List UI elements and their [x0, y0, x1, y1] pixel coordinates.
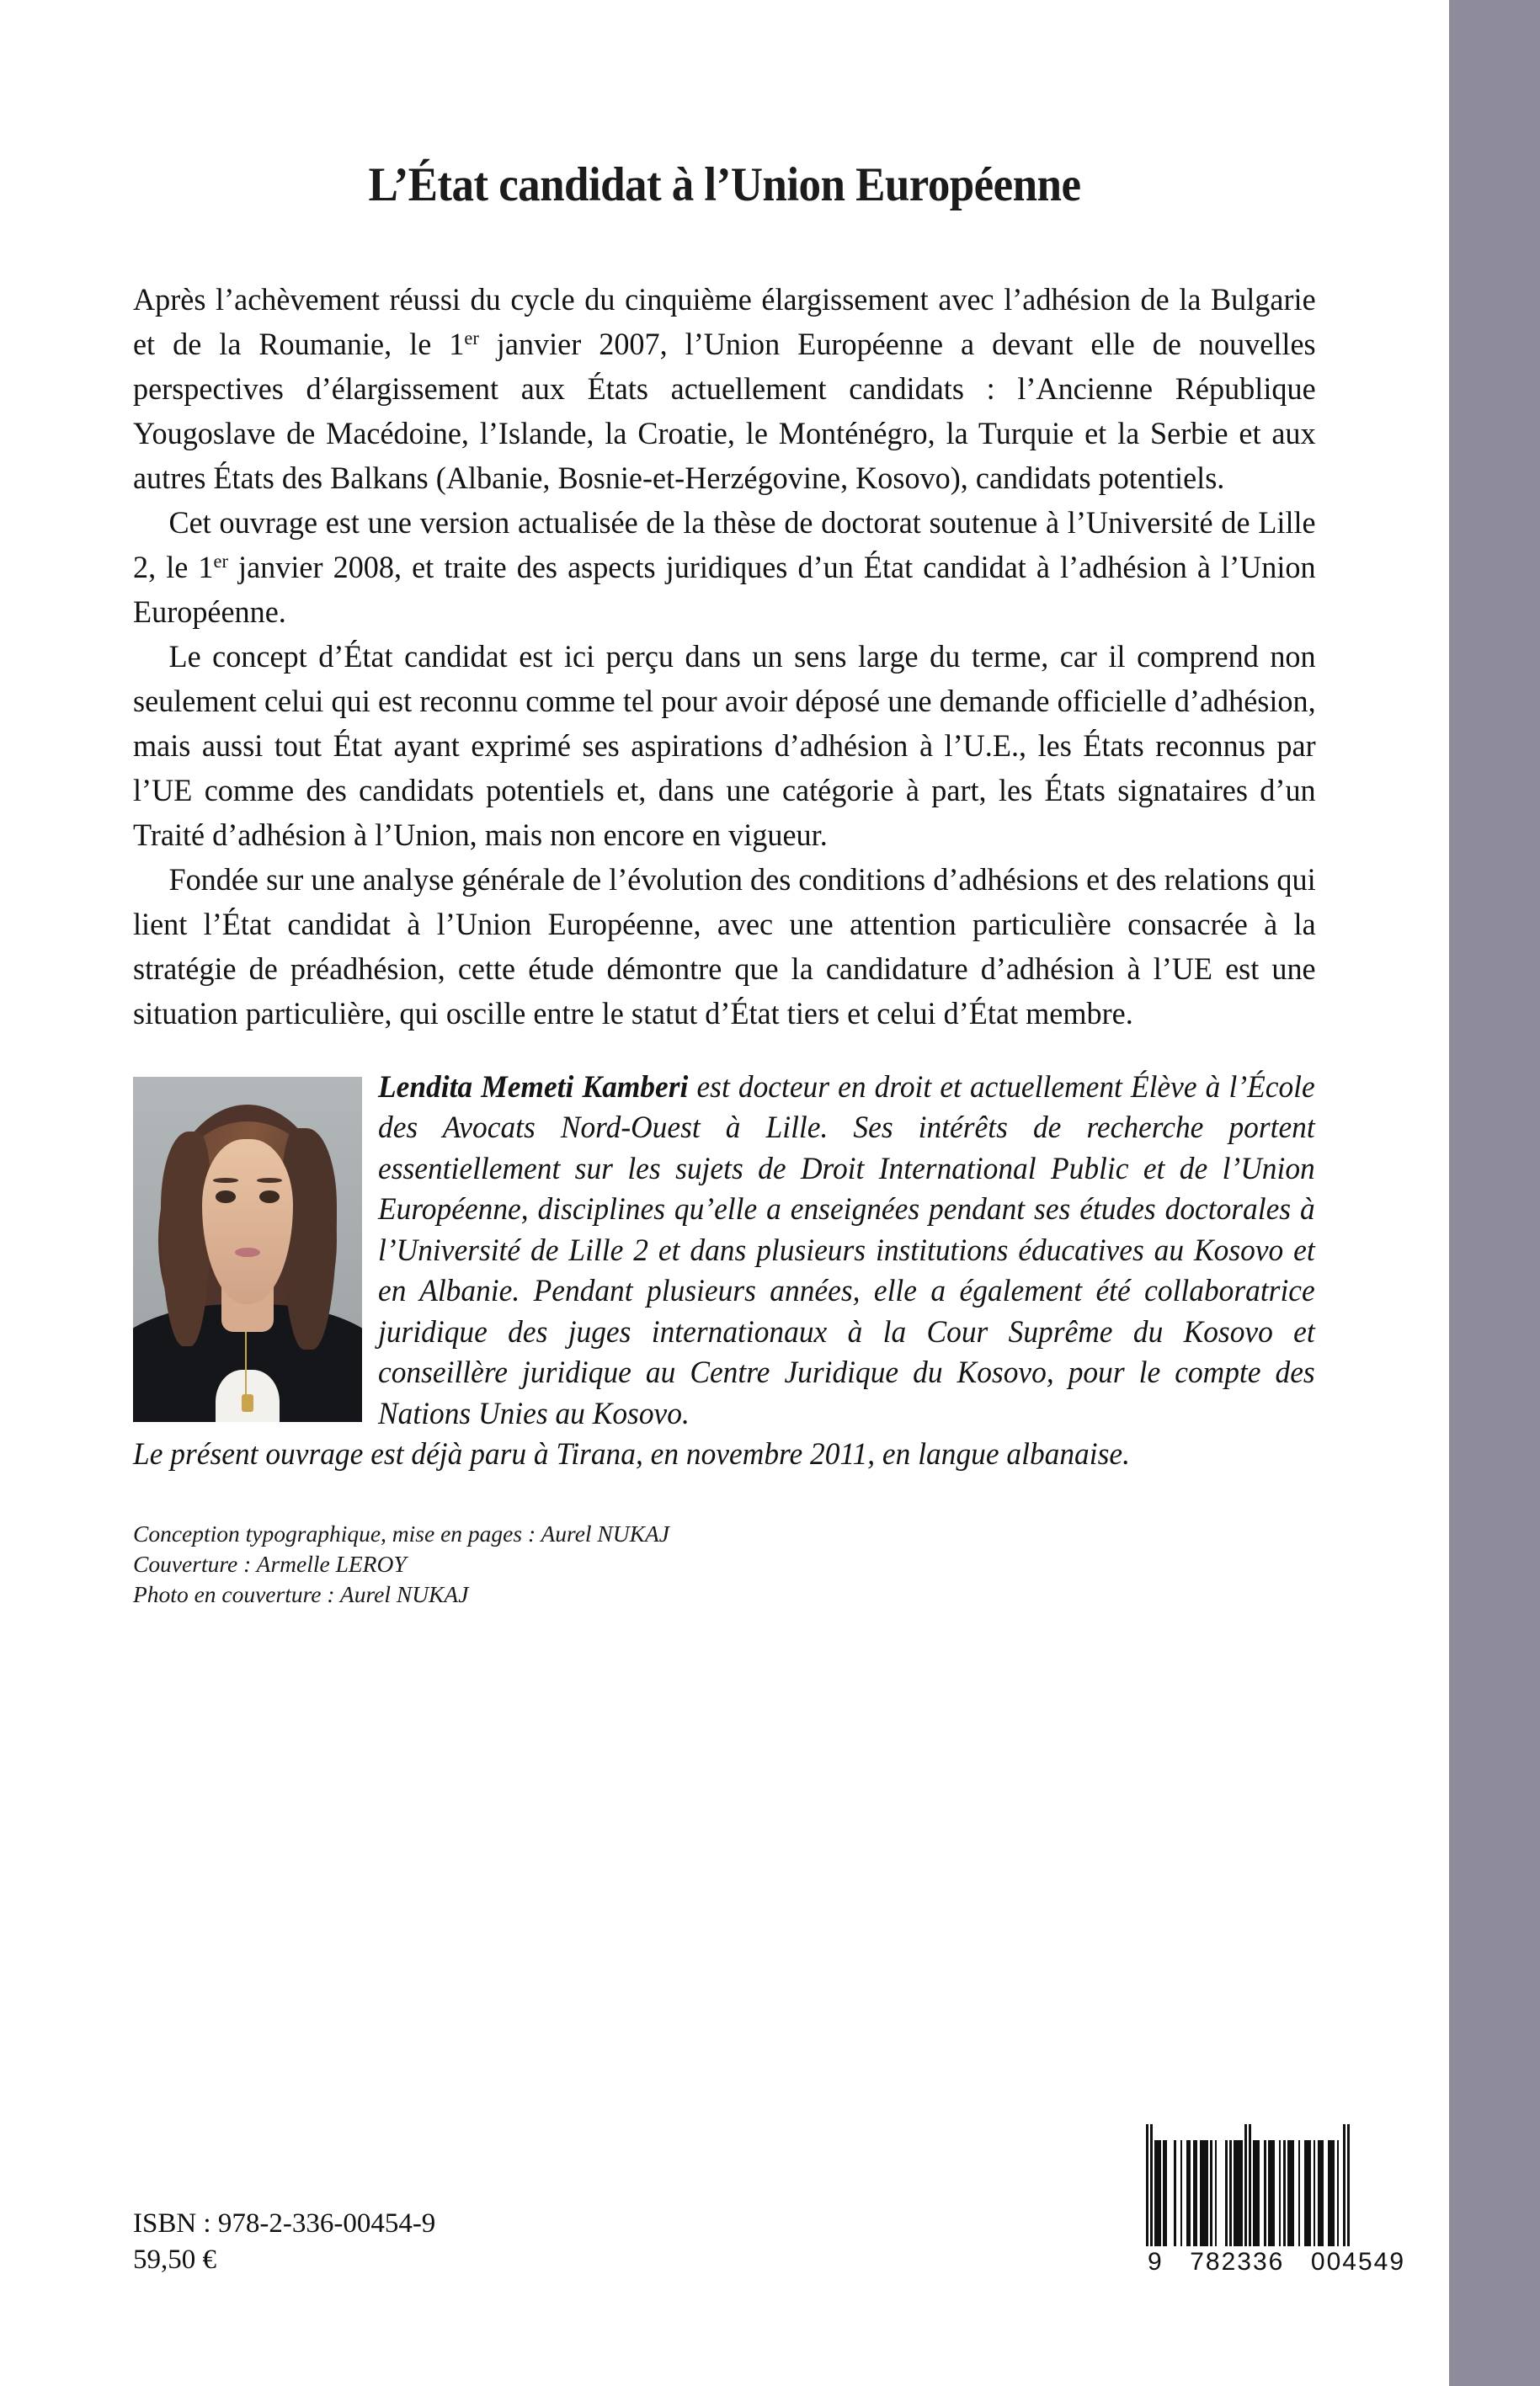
barcode-bar	[1253, 2140, 1260, 2246]
production-credits	[133, 1519, 1316, 1610]
blurb-p1-b: janvier 2007, l’Union Européenne a devant elle de nouvelles perspectives d’élargissement aux États actuellement candidats : l’Ancienne République Yougoslave de Macédoine, l’Islande, la Croatie, le Monténégro, la Turquie et la Serbie et aux autres États des Balkans (Albanie, Bosnie-et-Herzégovine, Kosovo), candidats potentiels.	[133, 327, 1316, 496]
spine-strip	[1449, 0, 1540, 2386]
barcode-digits	[1146, 2248, 1407, 2277]
barcode-bar	[1234, 2140, 1242, 2246]
blurb-p1-ordinal: er	[464, 327, 479, 349]
barcode-bar	[1268, 2140, 1275, 2246]
author-bio-last-paragraph: Le présent ouvrage est déjà paru à Tirana, en novembre 2011, en langue albanaise.	[133, 1436, 1130, 1472]
blurb-p2-b: janvier 2008, et traite des aspects juridiques d’un État candidat à l’adhésion à l’Union Européenne.	[133, 550, 1316, 630]
barcode-bar	[1328, 2140, 1335, 2246]
blurb-p2-a: Cet ouvrage est une version actualisée de la thèse de doctorat soutenue à l’Université de Lille 2, le 1	[133, 505, 1316, 585]
blurb-p1-a: Après l’achèvement réussi du cycle du cinquième élargissement avec l’adhésion de la Bulgarie et de la Roumanie, le 1	[133, 282, 1316, 362]
credit-cover-photo: Photo en couverture : Aurel NUKAJ	[133, 1580, 469, 1607]
barcode-digit-left: 9	[1148, 2248, 1164, 2276]
credit-cover: Couverture : Armelle LEROY	[133, 1550, 407, 1577]
blurb-paragraph-3: Le concept d’État candidat est ici perçu dans un sens large du terme, car il comprend non seulement celui qui est reconnu comme tel pour avoir déposé une demande officielle d’adhésion, mais aussi tout État ayant exprimé ses aspirations d’adhésion à l’U.E., les États reconnus par l’UE comme des candidats potentiels et, dans une catégorie à part, les États signataires d’un Traité d’adhésion à l’Union, mais non encore en vigueur.	[133, 639, 1316, 853]
price-text: 59,50 €	[133, 2245, 216, 2275]
blurb-p2-ordinal: er	[213, 550, 228, 573]
barcode-group-middle: 782336	[1190, 2248, 1285, 2276]
cover-footer	[133, 2118, 1407, 2278]
barcode-group-right: 004549	[1310, 2248, 1405, 2276]
isbn-text: ISBN : 978-2-336-00454-9	[133, 2208, 436, 2239]
page-title: L’État candidat à l’Union Européenne	[368, 158, 1081, 211]
author-bio-block	[133, 1067, 1316, 1475]
blurb-paragraph-2	[133, 501, 1316, 635]
barcode-bar	[1347, 2124, 1350, 2246]
barcode-bar	[1318, 2140, 1324, 2246]
credit-typography: Conception typographique, mise en pages : Aurel NUKAJ	[133, 1520, 669, 1547]
isbn-price-block	[133, 2206, 435, 2278]
barcode-bars	[1146, 2118, 1407, 2246]
blurb-paragraph-4: Fondée sur une analyse générale de l’évolution des conditions d’adhésions et des relations qui lient l’État candidat à l’Union Européenne, avec une attention particulière consacrée à la stratégie de préadhésion, cette étude démontre que la candidature d’adhésion à l’UE est une situation particulière, qui oscille entre le statut d’État tiers et celui d’État membre.	[133, 862, 1316, 1031]
barcode	[1146, 2118, 1407, 2277]
author-bio-body: est docteur en droit et actuellement Élève à l’École des Avocats Nord-Ouest à Lille. Ses intérêts de recherche portent essentiellement sur les sujets de Droit International Public et de l’Union Européenne, disciplines qu’elle a enseignées pendant ses études doctorales à l’Université de Lille 2 et dans plusieurs institutions éducatives au Kosovo et en Albanie. Pendant plusieurs années, elle a également été collaboratrice juridique des juges internationaux à la Cour Suprême du Kosovo et conseillère juridique au Centre Juridique du Kosovo, pour le compte des Nations Unies au Kosovo.	[378, 1068, 1315, 1430]
barcode-space	[1217, 2140, 1225, 2246]
author-name: Lendita Memeti Kamberi	[378, 1068, 689, 1104]
barcode-bar	[1200, 2140, 1208, 2246]
barcode-space	[1167, 2140, 1174, 2246]
blurb-text	[133, 278, 1316, 1036]
barcode-bar	[1154, 2140, 1161, 2246]
author-bio-paragraph	[133, 1067, 1315, 1435]
barcode-bar	[1304, 2140, 1311, 2246]
blurb-paragraph-1	[133, 278, 1316, 501]
author-bio-text	[133, 1067, 1315, 1475]
barcode-bar	[1287, 2140, 1294, 2246]
